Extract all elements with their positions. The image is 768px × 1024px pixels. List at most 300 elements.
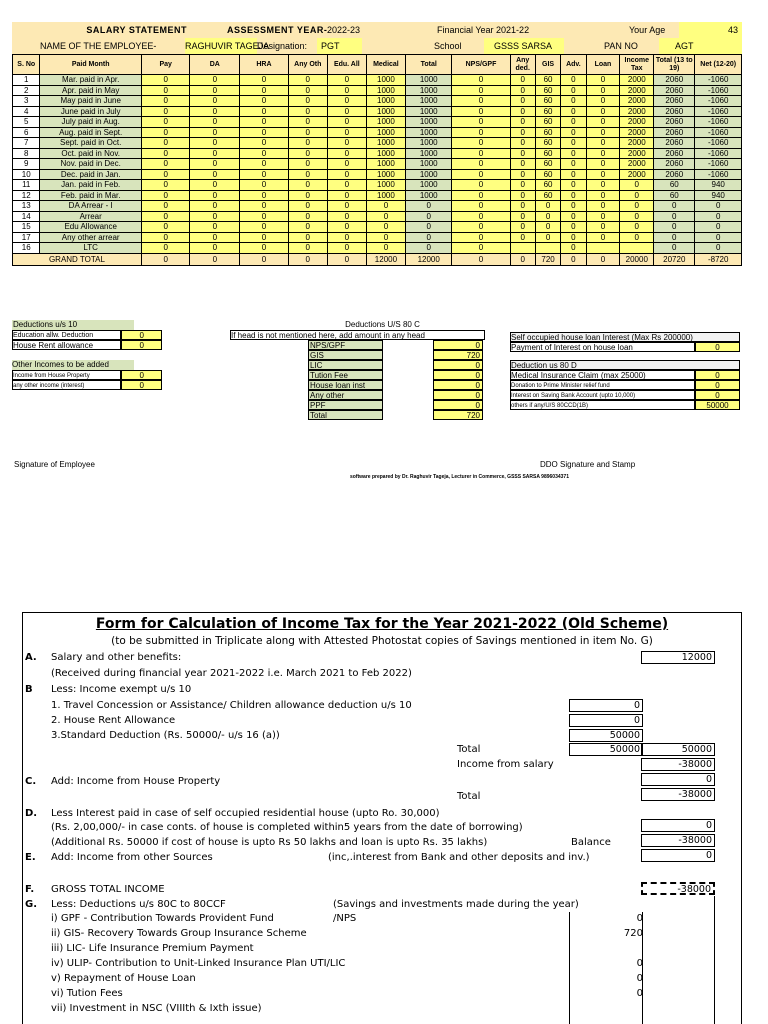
cell-gis[interactable]: 60 (535, 159, 560, 170)
cell-sno: 1 (13, 75, 40, 86)
g2-text: ii) GIS- Recovery Towards Group Insurance Scheme (51, 928, 307, 939)
cell-gis[interactable]: 60 (535, 148, 560, 159)
cell-any-oth[interactable]: 0 (288, 232, 327, 243)
cell-any-ded[interactable]: 0 (510, 106, 535, 117)
section-e-text: Add: Income from other Sources (51, 852, 213, 863)
cell-nps-gpf[interactable]: 0 (452, 148, 510, 159)
cell-any-oth[interactable]: 0 (288, 201, 327, 212)
cell-nps-gpf[interactable]: 0 (452, 85, 510, 96)
cell-edu-all[interactable]: 0 (327, 169, 366, 180)
column-header-pay: Pay (141, 55, 190, 75)
cell-total-13-19: 0 (654, 243, 695, 254)
cell-any-ded[interactable]: 0 (510, 138, 535, 149)
cell-adv[interactable]: 0 (561, 148, 586, 159)
cell-da[interactable]: 0 (190, 232, 240, 243)
pm-fund-value[interactable]: 0 (695, 380, 740, 390)
cell-pay[interactable]: 0 (141, 211, 190, 222)
ded80c-value[interactable]: 0 (433, 390, 483, 400)
cell-income-tax[interactable]: 2000 (620, 106, 654, 117)
cell-income-tax[interactable]: 2000 (620, 138, 654, 149)
cell-gis[interactable]: 60 (535, 106, 560, 117)
cell-nps-gpf[interactable]: 0 (452, 232, 510, 243)
cell-medical[interactable]: 1000 (366, 169, 405, 180)
cell-adv[interactable]: 0 (561, 190, 586, 201)
hra-value[interactable]: 0 (121, 340, 162, 350)
cell-nps-gpf[interactable]: 0 (452, 96, 510, 107)
cell-edu-all[interactable]: 0 (327, 117, 366, 128)
cell-gis[interactable]: 0 (535, 222, 560, 233)
g5-value: 0 (636, 973, 643, 984)
cell-hra[interactable]: 0 (240, 117, 289, 128)
ded80c-row (308, 400, 485, 410)
section-c-value: 0 (641, 773, 715, 786)
cell-loan[interactable]: 0 (586, 232, 620, 243)
cell-any-ded[interactable]: 0 (510, 201, 535, 212)
g-column-left-border (569, 912, 570, 1024)
ded80c-items (308, 340, 485, 420)
cell-any-ded[interactable]: 0 (510, 190, 535, 201)
cell-paid-month: Dec. paid in Jan. (40, 169, 141, 180)
cell-pay[interactable]: 0 (141, 169, 190, 180)
school-label: School (434, 41, 462, 51)
cell-net: 0 (695, 232, 742, 243)
cell-da[interactable]: 0 (190, 169, 240, 180)
cell-total: 1000 (405, 138, 451, 149)
cell-edu-all[interactable]: 0 (327, 75, 366, 86)
cell-medical[interactable]: 0 (366, 243, 405, 254)
cell-nps-gpf[interactable]: 0 (452, 117, 510, 128)
cell-loan[interactable]: 0 (586, 96, 620, 107)
cell-net: -1060 (695, 117, 742, 128)
cell-hra[interactable]: 0 (240, 75, 289, 86)
cell-any-ded[interactable]: 0 (510, 159, 535, 170)
cell-loan[interactable]: 0 (586, 180, 620, 191)
other-income-value[interactable]: 0 (121, 380, 162, 390)
cell-nps-gpf[interactable]: 0 (452, 243, 510, 254)
pan-value: AGT (659, 38, 742, 54)
ded80c-value[interactable]: 0 (433, 340, 483, 350)
ded80c-value[interactable]: 0 (433, 400, 483, 410)
medical-insurance-value[interactable]: 0 (695, 370, 740, 380)
total-total: 12000 (405, 253, 451, 265)
cell-hra[interactable]: 0 (240, 190, 289, 201)
cell-gis[interactable]: 0 (535, 232, 560, 243)
cell-adv[interactable]: 0 (561, 117, 586, 128)
cell-edu-all[interactable]: 0 (327, 127, 366, 138)
cell-adv[interactable]: 0 (561, 106, 586, 117)
cell-sno: 11 (13, 180, 40, 191)
cell-any-ded[interactable]: 0 (510, 232, 535, 243)
cell-any-oth[interactable]: 0 (288, 243, 327, 254)
cell-paid-month: Mar. paid in Apr. (40, 75, 141, 86)
cell-pay[interactable]: 0 (141, 148, 190, 159)
saving-interest-value[interactable]: 0 (695, 390, 740, 400)
cell-any-ded[interactable]: 0 (510, 180, 535, 191)
cell-total: 1000 (405, 75, 451, 86)
cell-gis[interactable]: 60 (535, 190, 560, 201)
cell-loan[interactable]: 0 (586, 117, 620, 128)
cell-medical[interactable]: 0 (366, 232, 405, 243)
ded80c-value[interactable]: 0 (433, 380, 483, 390)
cell-sno: 13 (13, 201, 40, 212)
cell-income-tax[interactable]: 0 (620, 232, 654, 243)
cell-any-oth[interactable]: 0 (288, 85, 327, 96)
ded80c-row (308, 350, 485, 360)
cell-income-tax[interactable]: 2000 (620, 148, 654, 159)
ded80c-row (308, 380, 485, 390)
cell-pay[interactable]: 0 (141, 96, 190, 107)
cell-any-oth[interactable]: 0 (288, 96, 327, 107)
column-header-loan: Loan (586, 55, 620, 75)
cell-income-tax[interactable]: 2000 (620, 117, 654, 128)
cell-nps-gpf[interactable]: 0 (452, 180, 510, 191)
designation-label: Designation: (257, 41, 308, 51)
cell-pay[interactable]: 0 (141, 180, 190, 191)
section-c-text: Add: Income from House Property (51, 776, 221, 787)
cell-edu-all[interactable]: 0 (327, 180, 366, 191)
cell-any-ded[interactable]: 0 (510, 96, 535, 107)
cell-hra[interactable]: 0 (240, 106, 289, 117)
cell-edu-all[interactable]: 0 (327, 222, 366, 233)
cell-income-tax[interactable] (620, 243, 654, 254)
cell-da[interactable]: 0 (190, 117, 240, 128)
cell-total-13-19: 0 (654, 222, 695, 233)
cell-income-tax[interactable]: 2000 (620, 169, 654, 180)
cell-pay[interactable]: 0 (141, 85, 190, 96)
cell-any-oth[interactable]: 0 (288, 75, 327, 86)
cell-adv[interactable]: 0 (561, 180, 586, 191)
others-80ccd-label: others if any/U/S 80CCD(1B) (510, 400, 695, 410)
cell-income-tax[interactable]: 2000 (620, 127, 654, 138)
cell-loan[interactable] (586, 243, 620, 254)
cell-income-tax[interactable]: 0 (620, 211, 654, 222)
cell-gis[interactable]: 60 (535, 138, 560, 149)
cell-any-oth[interactable]: 0 (288, 138, 327, 149)
cell-sno: 15 (13, 222, 40, 233)
cell-da[interactable]: 0 (190, 138, 240, 149)
cell-medical[interactable]: 1000 (366, 138, 405, 149)
deductions-10-block (12, 320, 162, 390)
form-subtitle: (to be submitted in Triplicate along with Attested Photostat copies of Savings mentioned in item No. G) (111, 635, 653, 647)
cell-paid-month: Arrear (40, 211, 141, 222)
cell-loan[interactable]: 0 (586, 159, 620, 170)
cell-edu-all[interactable]: 0 (327, 85, 366, 96)
section-b-total-right: 50000 (641, 743, 715, 756)
cell-gis[interactable] (535, 243, 560, 254)
section-a-sub: (Received during financial year 2021-2022 i.e. March 2021 to Feb 2022) (51, 668, 412, 679)
cell-any-oth[interactable]: 0 (288, 222, 327, 233)
cell-adv[interactable]: 0 (561, 96, 586, 107)
cell-edu-all[interactable]: 0 (327, 106, 366, 117)
others-80ccd-value[interactable]: 50000 (695, 400, 740, 410)
cell-medical[interactable]: 1000 (366, 159, 405, 170)
section-b3-text: 3.Standard Deduction (Rs. 50000/- u/s 16 (a)) (51, 730, 280, 741)
cell-gis[interactable]: 60 (535, 169, 560, 180)
medical-insurance-label: Medical Insurance Claim (max 25000) (510, 370, 695, 380)
cell-any-oth[interactable]: 0 (288, 148, 327, 159)
ded80c-value[interactable]: 0 (433, 360, 483, 370)
cell-nps-gpf[interactable]: 0 (452, 106, 510, 117)
cell-income-tax[interactable]: 2000 (620, 96, 654, 107)
cell-any-oth[interactable]: 0 (288, 180, 327, 191)
section-a-value: 12000 (641, 651, 715, 664)
cell-loan[interactable]: 0 (586, 201, 620, 212)
cell-any-oth[interactable]: 0 (288, 117, 327, 128)
cell-da[interactable]: 0 (190, 159, 240, 170)
cell-pay[interactable]: 0 (141, 106, 190, 117)
cell-paid-month: Any other arrear (40, 232, 141, 243)
cell-any-oth[interactable]: 0 (288, 106, 327, 117)
cell-paid-month: Apr. paid in May (40, 85, 141, 96)
cell-any-ded[interactable]: 0 (510, 169, 535, 180)
edu-deduction-value[interactable]: 0 (121, 330, 162, 340)
cell-any-oth[interactable]: 0 (288, 159, 327, 170)
cell-adv[interactable]: 0 (561, 138, 586, 149)
cell-adv[interactable]: 0 (561, 169, 586, 180)
cell-pay[interactable]: 0 (141, 127, 190, 138)
payment-interest-value[interactable]: 0 (695, 342, 740, 352)
cell-any-ded[interactable]: 0 (510, 85, 535, 96)
table-row (13, 180, 742, 191)
table-row (13, 106, 742, 117)
cell-hra[interactable]: 0 (240, 96, 289, 107)
cell-da[interactable]: 0 (190, 190, 240, 201)
cell-gis[interactable]: 60 (535, 180, 560, 191)
cell-pay[interactable]: 0 (141, 190, 190, 201)
cell-pay[interactable]: 0 (141, 222, 190, 233)
cell-adv[interactable]: 0 (561, 232, 586, 243)
cell-loan[interactable]: 0 (586, 169, 620, 180)
ded80c-value[interactable]: 720 (433, 350, 483, 360)
cell-hra[interactable]: 0 (240, 85, 289, 96)
column-header-any-ded: Any ded. (510, 55, 535, 75)
cell-hra[interactable]: 0 (240, 169, 289, 180)
cell-gis[interactable]: 0 (535, 211, 560, 222)
section-b2-text: 2. House Rent Allowance (51, 715, 176, 726)
cell-nps-gpf[interactable]: 0 (452, 201, 510, 212)
g1-text: i) GPF - Contribution Towards Provident Fund (51, 913, 274, 924)
cell-gis[interactable]: 0 (535, 201, 560, 212)
cell-total: 1000 (405, 127, 451, 138)
cell-pay[interactable]: 0 (141, 117, 190, 128)
cell-adv[interactable]: 0 (561, 75, 586, 86)
cell-hra[interactable]: 0 (240, 232, 289, 243)
cell-sno: 14 (13, 211, 40, 222)
cell-edu-all[interactable]: 0 (327, 96, 366, 107)
cell-total: 0 (405, 232, 451, 243)
cell-da[interactable]: 0 (190, 211, 240, 222)
cell-hra[interactable]: 0 (240, 222, 289, 233)
cell-edu-all[interactable]: 0 (327, 138, 366, 149)
cell-income-tax[interactable]: 0 (620, 180, 654, 191)
cell-nps-gpf[interactable]: 0 (452, 211, 510, 222)
cell-nps-gpf[interactable]: 0 (452, 190, 510, 201)
cell-hra[interactable]: 0 (240, 148, 289, 159)
cell-gis[interactable]: 60 (535, 117, 560, 128)
cell-any-oth[interactable]: 0 (288, 190, 327, 201)
cell-medical[interactable]: 1000 (366, 117, 405, 128)
ded80c-value[interactable]: 0 (433, 370, 483, 380)
cell-medical[interactable]: 1000 (366, 127, 405, 138)
house-property-value[interactable]: 0 (121, 370, 162, 380)
cell-nps-gpf[interactable]: 0 (452, 75, 510, 86)
cell-income-tax[interactable]: 2000 (620, 85, 654, 96)
cell-medical[interactable]: 1000 (366, 106, 405, 117)
cell-sno: 2 (13, 85, 40, 96)
cell-sno: 12 (13, 190, 40, 201)
cell-hra[interactable]: 0 (240, 180, 289, 191)
cell-edu-all[interactable]: 0 (327, 232, 366, 243)
section-b1-value: 0 (569, 699, 643, 712)
cell-income-tax[interactable]: 2000 (620, 75, 654, 86)
cell-gis[interactable]: 60 (535, 96, 560, 107)
employee-name-value: RAGHUVIR TAGEJA (185, 38, 257, 54)
cell-gis[interactable]: 60 (535, 85, 560, 96)
section-c-total-label: Total (457, 791, 481, 802)
pan-label: PAN NO (604, 41, 638, 51)
age-value: 43 (679, 22, 742, 38)
cell-hra[interactable]: 0 (240, 127, 289, 138)
cell-edu-all[interactable]: 0 (327, 148, 366, 159)
cell-sno: 6 (13, 127, 40, 138)
cell-income-tax[interactable]: 2000 (620, 159, 654, 170)
section-g-note: (Savings and investments made during the year) (333, 899, 579, 910)
your-age-label: Your Age (629, 25, 666, 35)
cell-medical[interactable]: 1000 (366, 190, 405, 201)
assessment-year-label: ASSESSMENT YEAR- (227, 25, 328, 35)
cell-loan[interactable]: 0 (586, 190, 620, 201)
cell-da[interactable]: 0 (190, 222, 240, 233)
cell-pay[interactable]: 0 (141, 232, 190, 243)
cell-any-ded[interactable]: 0 (510, 75, 535, 86)
cell-medical[interactable]: 1000 (366, 85, 405, 96)
cell-loan[interactable]: 0 (586, 106, 620, 117)
cell-any-ded[interactable] (510, 243, 535, 254)
cell-income-tax[interactable]: 0 (620, 222, 654, 233)
cell-da[interactable]: 0 (190, 148, 240, 159)
total-gis: 720 (535, 253, 560, 265)
cell-hra[interactable]: 0 (240, 159, 289, 170)
cell-total-13-19: 2060 (654, 148, 695, 159)
cell-sno: 16 (13, 243, 40, 254)
cell-nps-gpf[interactable]: 0 (452, 138, 510, 149)
cell-any-oth[interactable]: 0 (288, 127, 327, 138)
cell-da[interactable]: 0 (190, 96, 240, 107)
total-edu-all: 0 (327, 253, 366, 265)
cell-nps-gpf[interactable]: 0 (452, 169, 510, 180)
cell-edu-all[interactable]: 0 (327, 243, 366, 254)
cell-loan[interactable]: 0 (586, 75, 620, 86)
cell-adv[interactable]: 0 (561, 127, 586, 138)
cell-loan[interactable]: 0 (586, 85, 620, 96)
cell-any-ded[interactable]: 0 (510, 148, 535, 159)
cell-pay[interactable]: 0 (141, 201, 190, 212)
cell-da[interactable]: 0 (190, 127, 240, 138)
cell-medical[interactable]: 0 (366, 222, 405, 233)
cell-any-ded[interactable]: 0 (510, 117, 535, 128)
cell-any-ded[interactable]: 0 (510, 222, 535, 233)
cell-any-oth[interactable]: 0 (288, 169, 327, 180)
cell-da[interactable]: 0 (190, 85, 240, 96)
cell-medical[interactable]: 1000 (366, 180, 405, 191)
cell-pay[interactable]: 0 (141, 138, 190, 149)
total-da: 0 (190, 253, 240, 265)
header-row-1 (12, 22, 742, 38)
column-header-net: Net (12-20) (695, 55, 742, 75)
house-property-label: Income from House Property (12, 370, 121, 380)
cell-nps-gpf[interactable]: 0 (452, 127, 510, 138)
g1-nps: /NPS (333, 913, 357, 924)
cell-paid-month: June paid in July (40, 106, 141, 117)
section-a-letter: A. (25, 652, 37, 663)
cell-medical[interactable]: 1000 (366, 96, 405, 107)
cell-adv[interactable]: 0 (561, 211, 586, 222)
cell-da[interactable]: 0 (190, 75, 240, 86)
cell-any-ded[interactable]: 0 (510, 211, 535, 222)
cell-edu-all[interactable]: 0 (327, 201, 366, 212)
ded80c-value[interactable]: 720 (433, 410, 483, 420)
cell-pay[interactable]: 0 (141, 243, 190, 254)
cell-edu-all[interactable]: 0 (327, 211, 366, 222)
cell-hra[interactable]: 0 (240, 243, 289, 254)
cell-income-tax[interactable]: 0 (620, 190, 654, 201)
cell-loan[interactable]: 0 (586, 148, 620, 159)
cell-medical[interactable]: 1000 (366, 75, 405, 86)
cell-adv[interactable]: 0 (561, 222, 586, 233)
cell-hra[interactable]: 0 (240, 211, 289, 222)
cell-paid-month: Jan. paid in Feb. (40, 180, 141, 191)
section-b-letter: B (25, 684, 33, 695)
cell-nps-gpf[interactable]: 0 (452, 222, 510, 233)
cell-total: 0 (405, 211, 451, 222)
cell-adv[interactable]: 0 (561, 243, 586, 254)
cell-edu-all[interactable]: 0 (327, 159, 366, 170)
cell-pay[interactable]: 0 (141, 159, 190, 170)
section-c-total-value: -38000 (641, 788, 715, 801)
ded80c-row (308, 370, 485, 380)
cell-hra[interactable]: 0 (240, 201, 289, 212)
cell-da[interactable]: 0 (190, 201, 240, 212)
cell-nps-gpf[interactable]: 0 (452, 159, 510, 170)
cell-loan[interactable]: 0 (586, 127, 620, 138)
cell-adv[interactable]: 0 (561, 159, 586, 170)
cell-gis[interactable]: 60 (535, 127, 560, 138)
cell-pay[interactable]: 0 (141, 75, 190, 86)
cell-medical[interactable]: 0 (366, 211, 405, 222)
cell-paid-month: Aug. paid in Sept. (40, 127, 141, 138)
cell-da[interactable]: 0 (190, 180, 240, 191)
cell-loan[interactable]: 0 (586, 138, 620, 149)
cell-income-tax[interactable]: 0 (620, 201, 654, 212)
cell-adv[interactable]: 0 (561, 85, 586, 96)
cell-hra[interactable]: 0 (240, 138, 289, 149)
ded80c-title: Deductions U/S 80 C (345, 320, 420, 329)
cell-adv[interactable]: 0 (561, 201, 586, 212)
cell-any-ded[interactable]: 0 (510, 127, 535, 138)
section-d-text: Less Interest paid in case of self occupied residential house (upto Ro. 30,000) (51, 808, 440, 819)
cell-loan[interactable]: 0 (586, 211, 620, 222)
cell-da[interactable]: 0 (190, 243, 240, 254)
cell-any-oth[interactable]: 0 (288, 211, 327, 222)
cell-gis[interactable]: 60 (535, 75, 560, 86)
cell-total-13-19: 2060 (654, 117, 695, 128)
cell-medical[interactable]: 0 (366, 201, 405, 212)
cell-medical[interactable]: 1000 (366, 148, 405, 159)
cell-edu-all[interactable]: 0 (327, 190, 366, 201)
cell-da[interactable]: 0 (190, 106, 240, 117)
cell-loan[interactable]: 0 (586, 222, 620, 233)
cell-total: 0 (405, 243, 451, 254)
